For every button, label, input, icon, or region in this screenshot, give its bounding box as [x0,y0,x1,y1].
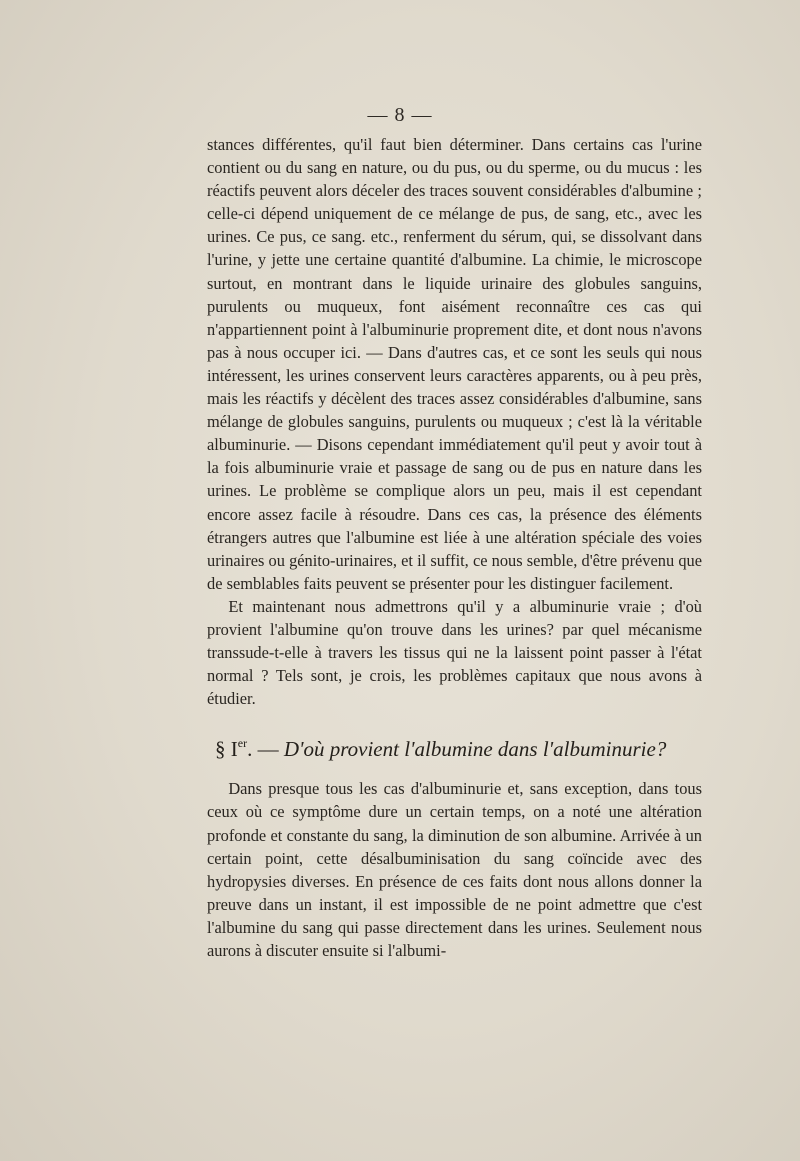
section-heading [207,729,702,763]
paragraph-2: Et maintenant nous admettrons qu'il y a albuminurie vraie ; d'où provient l'albumine qu'on trouve dans les urines? par quel mécanisme transsude-t-elle à travers les tissus qui ne la laissent point passer à l'état normal ? Tels sont, je crois, les problèmes capitaux que nous avons à étudier. [207,596,702,709]
paragraph-1: stances différentes, qu'il faut bien déterminer. Dans certains cas l'urine contient ou du sang en nature, ou du pus, ou du sperme, ou du mucus : les réactifs peuvent alors déceler des traces souvent considérables d'albumine ; celle-ci dépend uniquement de ce mélange de pus, de sang, etc., avec les urines. Ce pus, ce sang. etc., renferment du sérum, qui, se dissolvant dans l'urine, y jette une certaine quantité d'albumine. La chimie, le microscope surtout, en montrant dans le liquide urinaire des globules sanguins, purulents ou muqueux, font aisément reconnaître ces cas qui n'appartiennent point à l'albuminurie proprement dite, et dont nous n'avons pas à nous occuper ici. — Dans d'autres cas, et ce sont les seuls qui nous intéressent, les urines conservent leurs caractères apparents, ou à peu près, mais les réactifs y décèlent des traces assez considérables d'albumine, sans mélange de globules sanguins, purulents ou muqueux ; c'est là la véritable albuminurie. — Disons cependant immédiatement qu'il peut y avoir tout à la fois albuminurie vraie et passage de sang ou de pus en nature dans les urines. Le problème se complique alors un peu, mais il est cependant encore assez facile à résoudre. Dans ces cas, la présence des éléments étrangers autres que l'albumine est liée à une altération spéciale des voies urinaires ou génito-urinaires, et il suffit, ce nous semble, d'être prévenu que de semblables faits peuvent se présenter pour les distinguer facilement. [207,135,702,593]
section-separator: . — [247,737,279,762]
paragraph-3: Dans presque tous les cas d'albuminurie et, sans exception, dans tous ceux où ce symptôme dure un certain temps, on a noté une altération profonde et constante du sang, la diminution de son albumine. Arrivée à un certain point, cette désalbuminisation du sang coïncide avec des hydropysies diverses. En présence de ces faits dont nous allons donner la preuve dans un instant, il est impossible de ne point admettre que c'est l'albumine du sang qui passe directement dans les urines. Seulement nous aurons à discuter ensuite si l'albumi- [207,779,702,960]
section-number [231,737,247,761]
section-title: D'où provient l'albumine dans l'albuminurie? [283,737,667,762]
section-symbol: § [215,737,226,762]
page-number: — 8 — [367,104,433,126]
body-text [207,133,702,962]
section-number-sup: er [237,736,248,751]
section-number-main: I [230,737,238,762]
